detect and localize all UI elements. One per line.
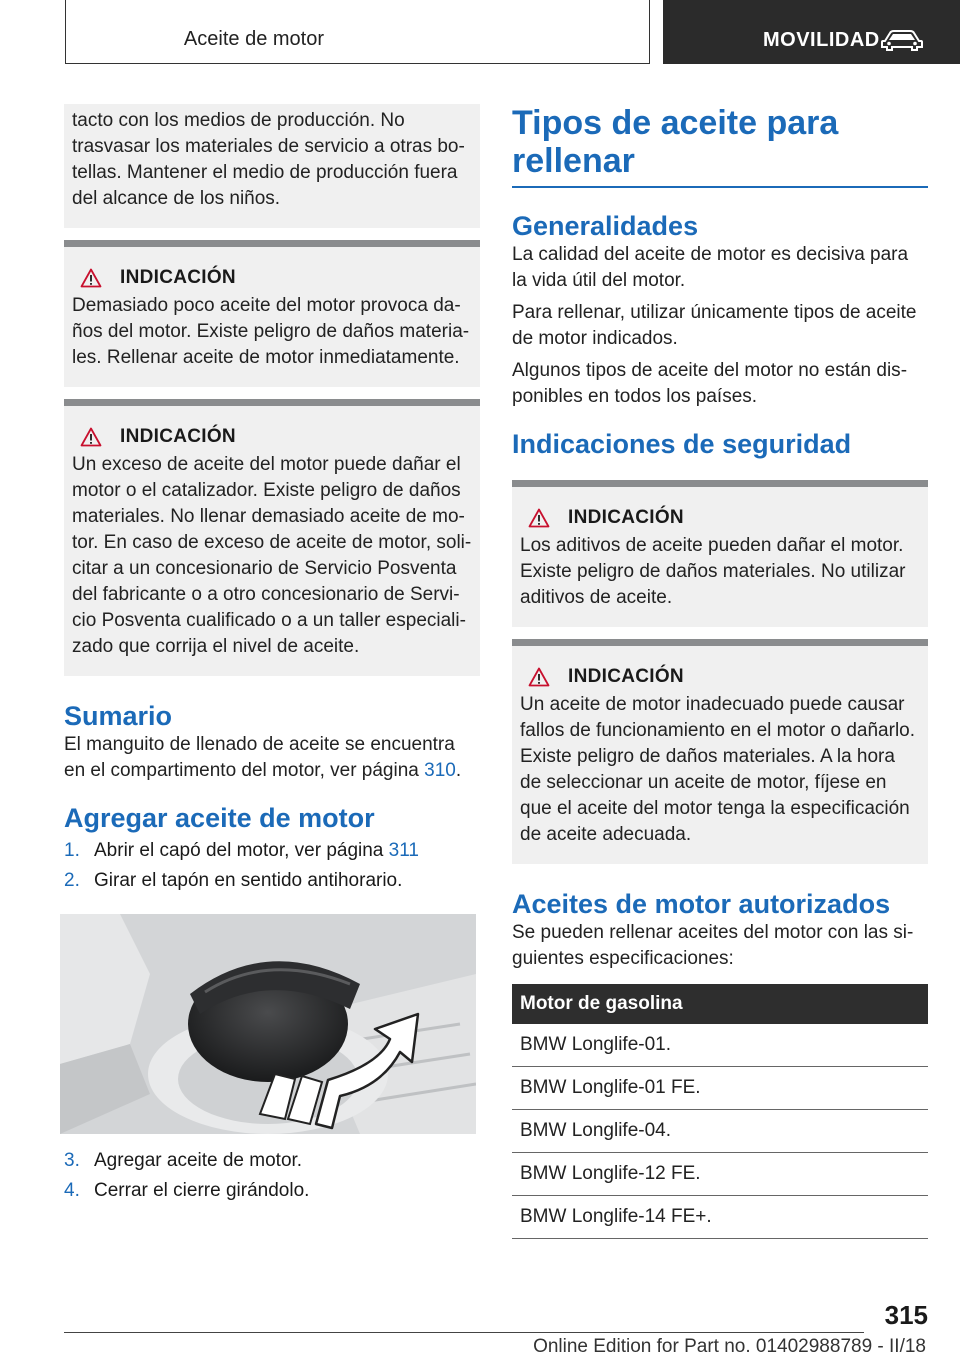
page-link[interactable]: 311 bbox=[388, 840, 419, 861]
chapter-tab bbox=[663, 0, 960, 64]
notice-text: Un aceite de motor inadecuado puede causar fallos de funcionamiento en el motor o dañarlo. Existe peligro de daños materiales. A la hora de seleccionar un aceite de motor, fíjese en que el aceite del motor tenga la especificación de aceite adecuada. bbox=[520, 693, 916, 845]
notice-text: Un exceso de aceite del motor puede dañar el motor o el catalizador. Existe peligro de daños materiales. No llenar demasiado aceite de motor. En caso de exceso de aceite de motor, solicitar a un concesionario de Servicio Posventa del fabricante o a otro concesionario de Servicio Posventa cualificado o a un taller especializado que corrija el nivel de aceite. bbox=[72, 454, 472, 657]
table-row: BMW Longlife-12 FE. bbox=[512, 1152, 928, 1195]
summary-text: El manguito de llenado de aceite se encuentra en el compartimento del motor, ver página 310. bbox=[64, 734, 462, 781]
body-text: Se pueden rellenar aceites del motor con las siguientes especificaciones: bbox=[512, 921, 914, 969]
notice-box bbox=[64, 399, 480, 676]
page-title: Tipos de aceite para rellenar bbox=[512, 104, 839, 180]
notice-box bbox=[512, 639, 928, 864]
chapter-title: MOVILIDAD bbox=[763, 29, 880, 51]
edition-footer: Online Edition for Part no. 01402988789 - II/18 bbox=[533, 1336, 926, 1357]
section-heading: Indicaciones de seguridad bbox=[512, 428, 852, 459]
step-list bbox=[64, 838, 480, 894]
section-heading: Sumario bbox=[64, 701, 173, 731]
list-item: 3. Agregar aceite de motor. bbox=[64, 1150, 303, 1171]
table-row: BMW Longlife-01. bbox=[512, 1024, 928, 1067]
warning-triangle-icon bbox=[528, 667, 550, 687]
table-header: Motor de gasolina bbox=[512, 984, 928, 1024]
section-heading: Agregar aceite de motor bbox=[64, 803, 375, 833]
left-column bbox=[64, 104, 480, 1208]
notice-text: Demasiado poco aceite del motor provoca daños del motor. Existe peligro de daños materiales. Rellenar aceite de motor inmediatamente. bbox=[72, 295, 470, 368]
step-list bbox=[64, 1148, 480, 1204]
page-header bbox=[65, 0, 960, 64]
table-row: BMW Longlife-01 FE. bbox=[512, 1066, 928, 1109]
warning-triangle-icon bbox=[80, 427, 102, 447]
list-item: 2. Girar el tapón en sentido antihorario. bbox=[64, 870, 403, 891]
car-icon bbox=[881, 29, 923, 51]
oil-cap-drawing bbox=[60, 914, 476, 1134]
table-row: BMW Longlife-14 FE+. bbox=[512, 1195, 928, 1238]
section-title: Aceite de motor bbox=[183, 28, 324, 50]
body-text: Para rellenar, utilizar únicamente tipos de aceite de motor indicados. bbox=[512, 301, 917, 349]
body-text: La calidad del aceite de motor es decisiva para la vida útil del motor. bbox=[512, 243, 909, 291]
page-link[interactable]: 310 bbox=[424, 760, 456, 781]
header-section-box bbox=[65, 0, 650, 64]
footer-rule bbox=[64, 1332, 864, 1333]
page-number: 315 bbox=[884, 1300, 928, 1330]
notice-title: INDICACIÓN bbox=[568, 506, 684, 528]
table-row: BMW Longlife-04. bbox=[512, 1109, 928, 1152]
oil-cap-illustration bbox=[60, 914, 476, 1134]
notice-box bbox=[64, 240, 480, 387]
notice-text: Los aditivos de aceite pueden dañar el motor. Existe peligro de daños materiales. No utilizar aditivos de aceite. bbox=[520, 534, 906, 608]
section-heading: Aceites de motor autorizados bbox=[512, 888, 891, 919]
right-column bbox=[512, 104, 928, 1239]
warning-triangle-icon bbox=[528, 508, 550, 528]
notice-title: INDICACIÓN bbox=[568, 665, 684, 687]
notice-title: INDICACIÓN bbox=[120, 426, 236, 447]
warning-triangle-icon bbox=[80, 268, 102, 288]
oil-spec-table bbox=[512, 984, 928, 1239]
intro-text: tacto con los medios de producción. No trasvasar los materiales de servicio a otras botellas. Mantener el medio de producción fuera del alcance de los niños. bbox=[72, 110, 465, 209]
list-item: 4. Cerrar el cierre girándolo. bbox=[64, 1180, 310, 1201]
list-item: 1. Abrir el capó del motor, ver página 311 bbox=[64, 840, 419, 861]
notice-title: INDICACIÓN bbox=[120, 267, 236, 288]
intro-box bbox=[64, 104, 480, 228]
notice-box bbox=[512, 480, 928, 627]
section-heading: Generalidades bbox=[512, 210, 699, 241]
body-text: Algunos tipos de aceite del motor no están disponibles en todos los países. bbox=[512, 359, 908, 407]
